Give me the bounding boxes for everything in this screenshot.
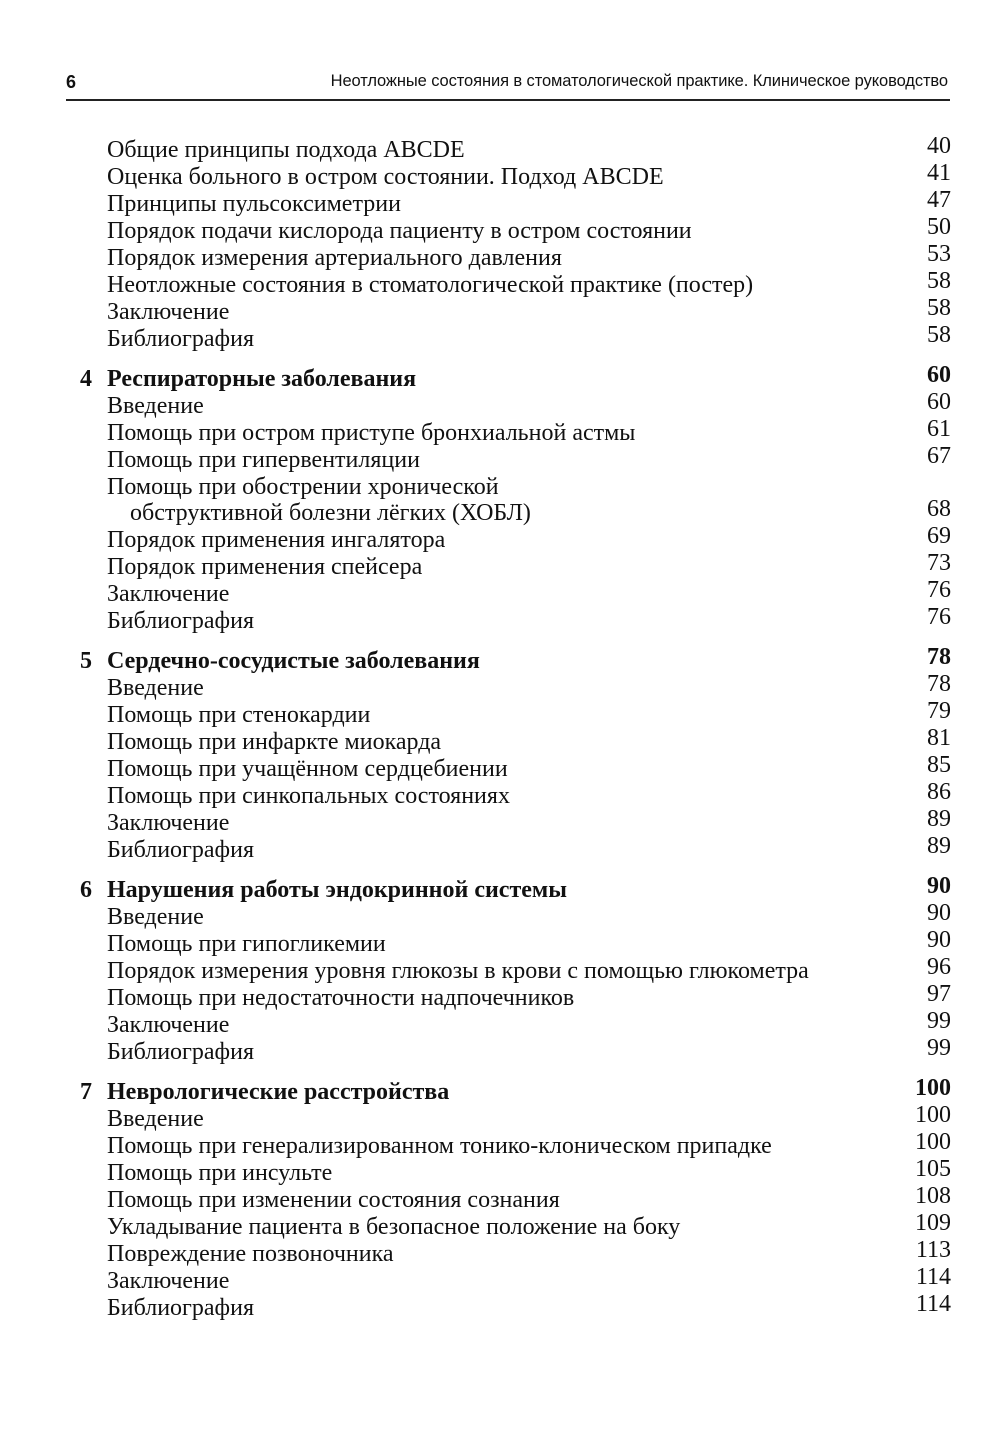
entry-label: Помощь при изменении состояния сознания (107, 1187, 560, 1213)
toc-entry (0, 779, 1000, 810)
toc-entry (0, 927, 1000, 958)
chapter-number: 6 (80, 877, 92, 903)
chapter-page: 78 (927, 644, 951, 670)
toc-entry (0, 1210, 1000, 1241)
toc-entry (0, 1183, 1000, 1214)
entry-label-continued: обструктивной болезни лёгких (ХОБЛ) (130, 500, 531, 526)
entry-label: Введение (107, 904, 204, 930)
entry-page: 100 (915, 1129, 951, 1155)
entry-label: Заключение (107, 581, 230, 607)
entry-label: Помощь при гипогликемии (107, 931, 386, 957)
chapter-heading (0, 644, 1000, 675)
entry-label: Помощь при генерализированном тонико-клоническом припадке (107, 1133, 772, 1159)
running-title: Неотложные состояния в стоматологической практике. Клиническое руководство (330, 72, 948, 90)
entry-label: Помощь при инсульте (107, 1160, 333, 1186)
entry-label: Помощь при обострении хронической (107, 474, 499, 500)
entry-label: Порядок измерения артериального давления (107, 245, 562, 271)
toc-entry (0, 806, 1000, 837)
chapter-title: Сердечно-сосудистые заболевания (107, 648, 480, 674)
entry-page: 99 (927, 1008, 951, 1034)
entry-page: 76 (927, 577, 951, 603)
chapter-heading (0, 873, 1000, 904)
entry-page: 96 (927, 954, 951, 980)
toc-entry (0, 1237, 1000, 1268)
toc-entry (0, 981, 1000, 1012)
entry-page: 58 (927, 322, 951, 348)
toc-entry (0, 1291, 1000, 1322)
toc-entry-continuation (0, 496, 1000, 527)
entry-label: Введение (107, 675, 204, 701)
entry-page: 114 (915, 1264, 951, 1290)
entry-label: Заключение (107, 810, 230, 836)
entry-page: 73 (927, 550, 951, 576)
chapter-page: 90 (927, 873, 951, 899)
entry-page: 53 (927, 241, 951, 267)
toc-entry (0, 160, 1000, 191)
entry-label: Введение (107, 393, 204, 419)
chapter-heading (0, 362, 1000, 393)
toc-entry (0, 577, 1000, 608)
entry-page: 79 (927, 698, 951, 724)
entry-page: 105 (915, 1156, 951, 1182)
toc-entry (0, 322, 1000, 353)
toc-entry (0, 443, 1000, 474)
toc-entry (0, 833, 1000, 864)
entry-page: 76 (927, 604, 951, 630)
entry-label: Библиография (107, 326, 254, 352)
entry-page: 89 (927, 833, 951, 859)
entry-label: Порядок измерения уровня глюкозы в крови с помощью глюкометра (107, 958, 809, 984)
entry-label: Помощь при недостаточности надпочечников (107, 985, 575, 1011)
entry-label: Библиография (107, 1039, 254, 1065)
toc-entry (0, 752, 1000, 783)
entry-label: Общие принципы подхода ABCDE (107, 137, 465, 163)
entry-label: Укладывание пациента в безопасное положение на боку (107, 1214, 681, 1240)
entry-label: Порядок применения ингалятора (107, 527, 446, 553)
entry-page: 109 (915, 1210, 951, 1236)
entry-page: 100 (915, 1102, 951, 1128)
entry-page: 67 (927, 443, 951, 469)
entry-label: Заключение (107, 1012, 230, 1038)
toc-entry (0, 474, 1000, 501)
entry-label: Заключение (107, 1268, 230, 1294)
toc-entry (0, 1264, 1000, 1295)
toc-entry (0, 1156, 1000, 1187)
toc-entry (0, 241, 1000, 272)
entry-label: Повреждение позвоночника (107, 1241, 394, 1267)
entry-page: 81 (927, 725, 951, 751)
toc-entry (0, 671, 1000, 702)
entry-page: 61 (927, 416, 951, 442)
toc-entry (0, 295, 1000, 326)
entry-page: 86 (927, 779, 951, 805)
toc-entry (0, 698, 1000, 729)
chapter-page: 60 (927, 362, 951, 388)
toc-entry (0, 725, 1000, 756)
entry-page: 50 (927, 214, 951, 240)
entry-page: 41 (927, 160, 951, 186)
entry-label: Помощь при учащённом сердцебиении (107, 756, 508, 782)
chapter-number: 4 (80, 366, 92, 392)
entry-label: Заключение (107, 299, 230, 325)
header-rule (66, 99, 950, 101)
entry-page: 89 (927, 806, 951, 832)
toc-entry (0, 1102, 1000, 1133)
toc-entry (0, 523, 1000, 554)
entry-label: Помощь при синкопальных состояниях (107, 783, 510, 809)
toc-entry (0, 389, 1000, 420)
toc-entry (0, 133, 1000, 164)
chapter-page: 100 (915, 1075, 951, 1101)
entry-label: Оценка больного в остром состоянии. Подход ABCDE (107, 164, 664, 190)
toc-entry (0, 1129, 1000, 1160)
entry-page: 69 (927, 523, 951, 549)
entry-page: 47 (927, 187, 951, 213)
entry-page: 68 (927, 496, 951, 522)
toc-entry (0, 214, 1000, 245)
entry-label: Порядок применения спейсера (107, 554, 423, 580)
entry-page: 78 (927, 671, 951, 697)
chapter-number: 5 (80, 648, 92, 674)
entry-page: 58 (927, 268, 951, 294)
entry-label: Помощь при остром приступе бронхиальной астмы (107, 420, 636, 446)
toc-entry (0, 954, 1000, 985)
entry-page: 90 (927, 927, 951, 953)
entry-page: 40 (927, 133, 951, 159)
toc-entry (0, 187, 1000, 218)
entry-page: 60 (927, 389, 951, 415)
entry-page: 113 (915, 1237, 951, 1263)
entry-label: Принципы пульсоксиметрии (107, 191, 401, 217)
entry-page: 108 (915, 1183, 951, 1209)
entry-page: 85 (927, 752, 951, 778)
toc-entry (0, 1035, 1000, 1066)
chapter-title: Респираторные заболевания (107, 366, 417, 392)
entry-page: 58 (927, 295, 951, 321)
entry-label: Введение (107, 1106, 204, 1132)
toc-entry (0, 604, 1000, 635)
entry-label: Неотложные состояния в стоматологической практике (постер) (107, 272, 754, 298)
entry-label: Библиография (107, 1295, 254, 1321)
entry-label: Библиография (107, 608, 254, 634)
toc-entry (0, 550, 1000, 581)
entry-page: 90 (927, 900, 951, 926)
toc-entry (0, 268, 1000, 299)
entry-label: Помощь при гипервентиляции (107, 447, 420, 473)
entry-page: 99 (927, 1035, 951, 1061)
entry-page: 97 (927, 981, 951, 1007)
chapter-title: Нарушения работы эндокринной системы (107, 877, 567, 903)
chapter-heading (0, 1075, 1000, 1106)
chapter-number: 7 (80, 1079, 92, 1105)
page-number: 6 (66, 72, 77, 92)
entry-label: Помощь при стенокардии (107, 702, 371, 728)
toc-entry (0, 1008, 1000, 1039)
entry-label: Помощь при инфаркте миокарда (107, 729, 442, 755)
toc-entry (0, 900, 1000, 931)
entry-label: Порядок подачи кислорода пациенту в остром состоянии (107, 218, 692, 244)
chapter-title: Неврологические расстройства (107, 1079, 450, 1105)
entry-page: 114 (915, 1291, 951, 1317)
entry-label: Библиография (107, 837, 254, 863)
toc-entry (0, 416, 1000, 447)
